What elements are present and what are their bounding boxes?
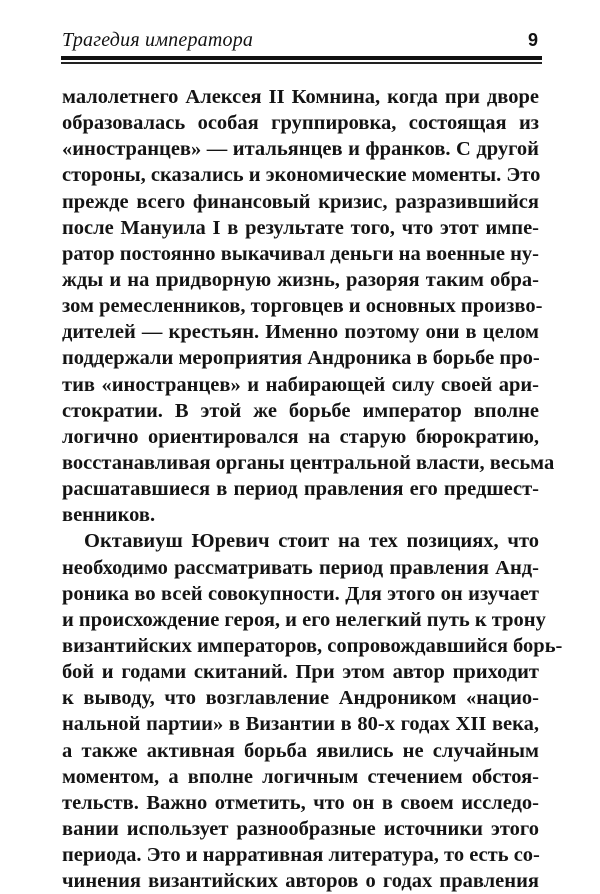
text-line: дителей — крестьян. Именно поэтому они в целом: [62, 321, 539, 344]
text-line: Октавиуш Юревич стоит на тех позициях, что: [84, 530, 539, 553]
text-line: поддержали мероприятия Андроника в борьбе про-: [62, 347, 540, 370]
text-line: после Мануила I в результате того, что этот импе-: [62, 216, 539, 239]
text-line: нальной партии» в Византии в 80-х годах XII века,: [62, 713, 539, 736]
body-text: [62, 84, 563, 894]
text-line: стороны, сказались и экономические моменты. Это: [62, 164, 541, 187]
text-line: логично ориентировался на старую бюрократию,: [62, 425, 539, 448]
text-line: венников.: [62, 504, 156, 527]
text-line: к выводу, что возглавление Андроником «нацио-: [62, 687, 539, 710]
text-line: моментом, а вполне логичным стечением обстоя-: [62, 765, 539, 788]
text-line: необходимо рассматривать период правления Анд-: [62, 556, 539, 579]
text-line: тив «иностранцев» и набирающей силу своей ари-: [62, 373, 539, 396]
text-line: а также активная борьба явились не случайным: [62, 739, 539, 762]
text-line: зом ремесленников, торговцев и основных произво-: [62, 295, 543, 318]
text-line: восстанавливая органы центральной власти, весьма: [62, 451, 555, 474]
text-line: жды и на придворную жизнь, разоряя таким обра-: [62, 268, 539, 291]
text-line: малолетнего Алексея II Комнина, когда при дворе: [62, 86, 539, 108]
text-line: стократии. В этой же борьбе император вполне: [62, 399, 539, 422]
running-title: Трагедия императора: [62, 29, 254, 51]
text-line: прежде всего финансовый кризис, разразившийся: [62, 190, 539, 213]
text-line: расшатавшиеся в период правления его предшест-: [62, 478, 539, 501]
text-line: «иностранцев» — итальянцев и франков. С другой: [62, 138, 539, 161]
text-line: ратор постоянно выкачивал деньги на военные ну-: [62, 242, 539, 265]
header-rule-thin: [61, 62, 542, 64]
header-rule-thick: [61, 56, 542, 60]
text-line: и происхождение героя, и его нелегкий путь к трону: [62, 608, 546, 631]
text-line: бой и годами скитаний. При этом автор приходит: [62, 661, 539, 684]
text-line: чинения византийских авторов о годах правления: [62, 870, 539, 893]
text-line: периода. Это и нарративная литература, то есть со-: [62, 844, 540, 867]
running-header: [61, 28, 542, 52]
text-line: вании использует разнообразные источники этого: [62, 817, 539, 840]
text-line: византийских императоров, сопровождавшийся борь-: [62, 634, 563, 657]
page-number: 9: [527, 30, 538, 50]
text-line: тельств. Важно отметить, что он в своем исследо-: [62, 791, 539, 814]
text-line: образовалась особая группировка, состоящая из: [62, 112, 539, 135]
text-line: роника во всей совокупности. Для этого он изучает: [62, 582, 539, 605]
